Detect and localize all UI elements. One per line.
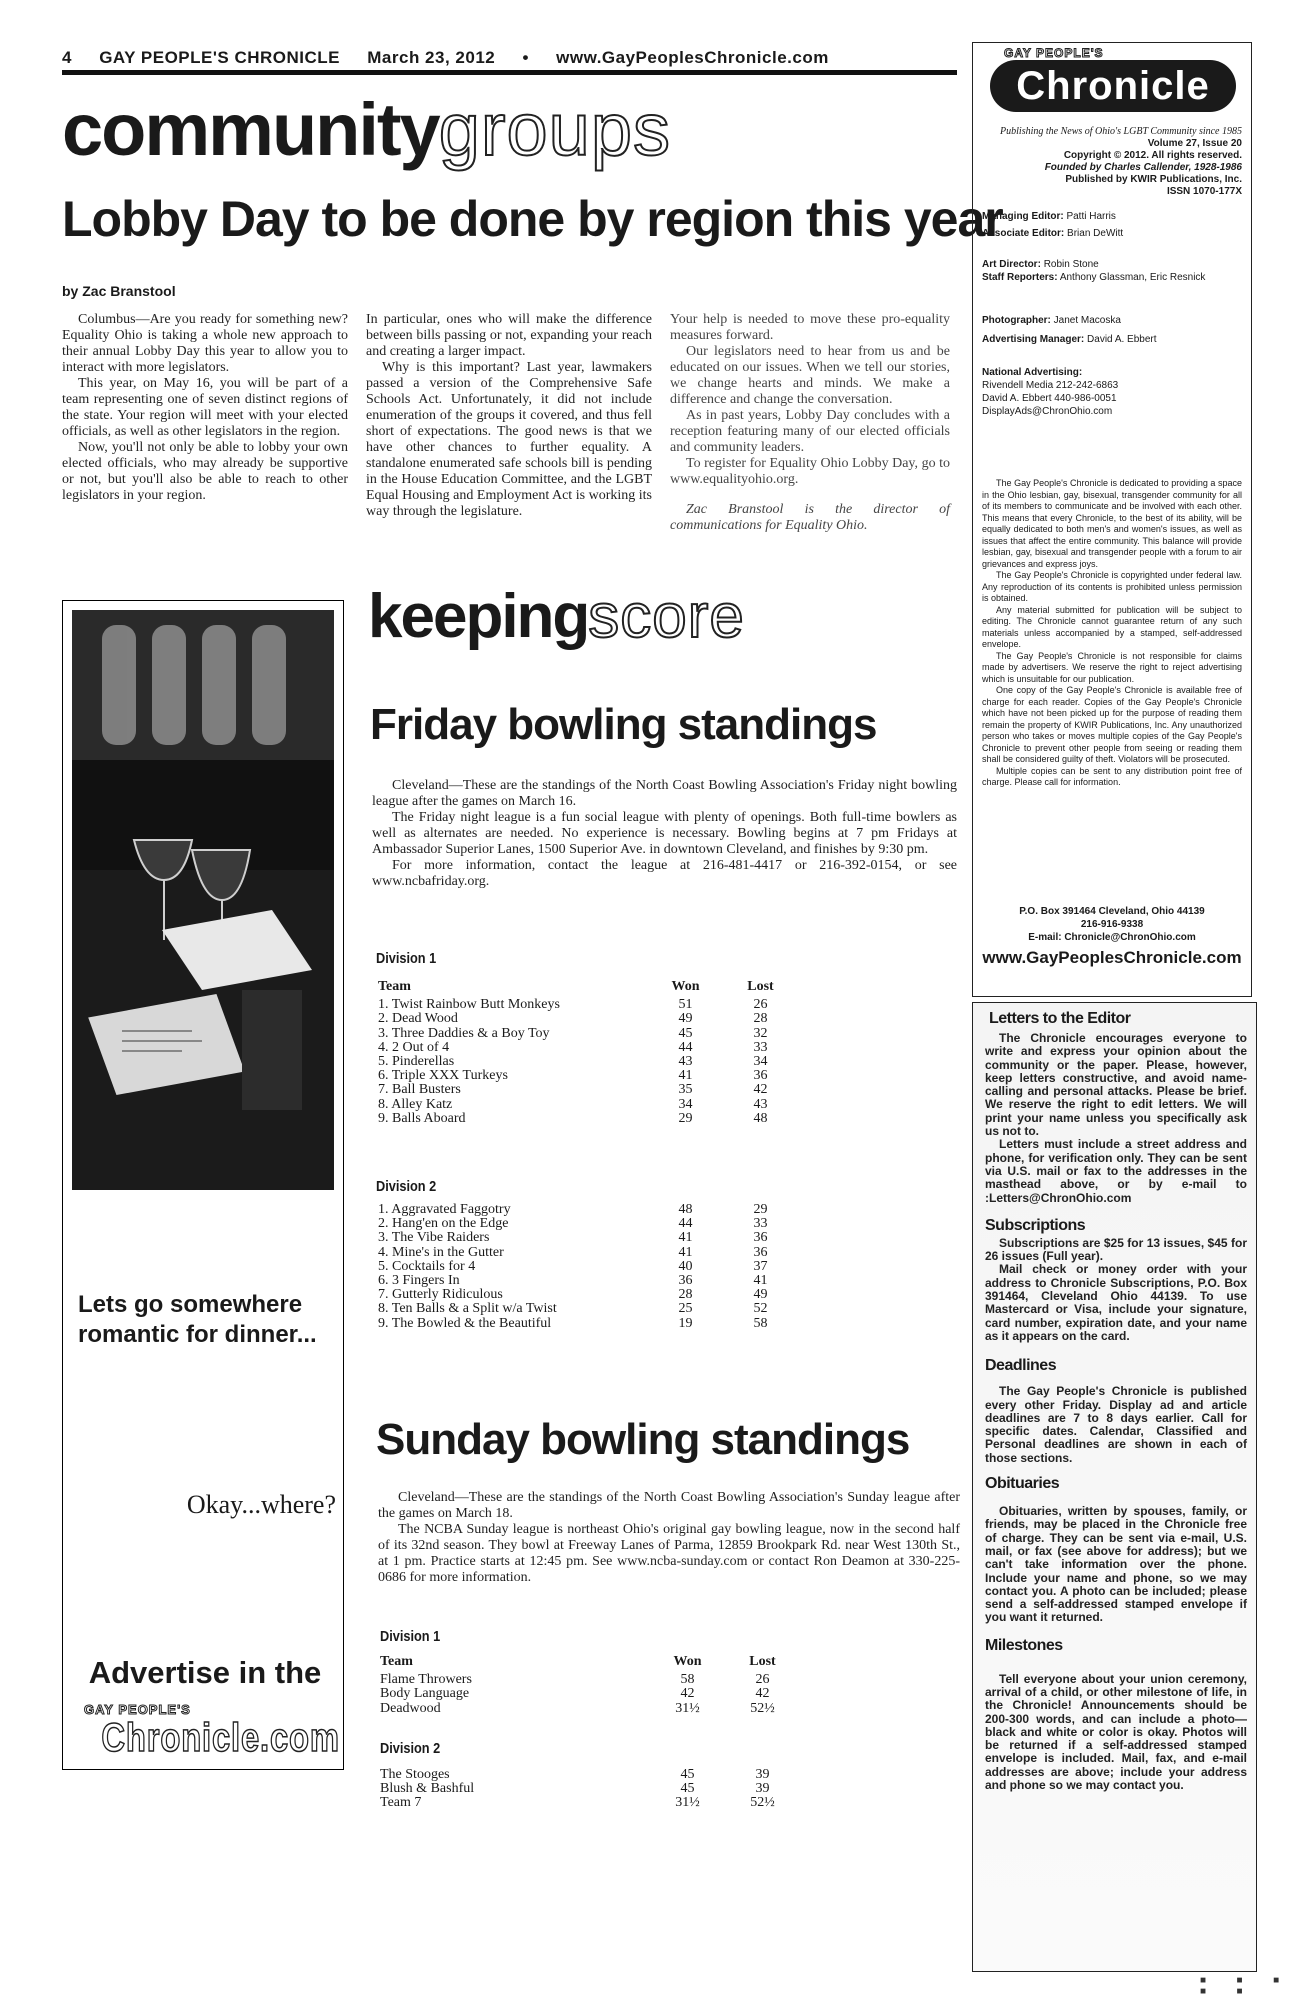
team-cell: 8. Ten Balls & a Split w/a Twist <box>378 1301 557 1317</box>
staff-role: National Advertising: <box>982 367 1083 378</box>
ad-logo-main-text: Chronicle.com <box>101 1716 340 1760</box>
table-row <box>378 1112 798 1126</box>
table-header-row <box>380 1655 800 1673</box>
sunday-division-2-heading: Division 2 <box>380 1740 441 1757</box>
notice-paragraph: The Gay People's Chronicle is published every other Friday. Display ad and article deadlines are 7 to 8 days earlier. Call for specific dates. Calendar, Classified and Personal deadlines are shown in each of those sections. <box>985 1384 1247 1465</box>
masthead-founded: Founded by Charles Callender, 1928-1986 <box>1044 162 1242 173</box>
masthead-issn: ISSN 1070-177X <box>1166 186 1242 197</box>
team-cell: 3. The Vibe Raiders <box>378 1230 490 1246</box>
ad-logo-top-text: GAY PEOPLE'S <box>84 1702 191 1717</box>
staff-name: Brian DeWitt <box>1067 228 1124 239</box>
staff-line <box>982 258 1242 271</box>
table-row <box>378 1246 798 1260</box>
section-title <box>62 88 671 171</box>
lost-cell: 26 <box>755 1672 770 1688</box>
section-title-outline: groups <box>438 88 671 171</box>
friday-title: Friday bowling standings <box>370 700 877 749</box>
friday-division-1-heading: Division 1 <box>376 950 437 967</box>
lost-cell: 28 <box>753 1011 768 1027</box>
notice-paragraph: Subscriptions are $25 for 13 issues, $45 for 26 issues (Full year). <box>985 1235 1247 1264</box>
team-cell: 4. 2 Out of 4 <box>378 1039 450 1055</box>
article-paragraph: Your help is needed to move these pro-equality measures forward. <box>670 312 950 343</box>
lost-cell: 36 <box>753 1244 768 1260</box>
lost-cell: 33 <box>753 1216 768 1232</box>
won-cell: 44 <box>678 1039 693 1055</box>
lost-cell: 42 <box>755 1686 770 1702</box>
table-row <box>378 998 798 1012</box>
header-rule <box>62 70 957 75</box>
lost-cell: 29 <box>753 1202 768 1217</box>
notice-paragraph: Mail check or money order with your address to Chronicle Subscriptions, P.O. Box 391464, Cleveland Ohio 44139. To use Mastercard or Visa, include your signature, card number, expiration date, and your name as it appears on the card. <box>985 1262 1247 1343</box>
ad-reply: Okay...where? <box>186 1490 336 1519</box>
table-row <box>380 1796 800 1810</box>
milestones-text <box>985 1673 1247 1793</box>
table-row <box>378 1302 798 1316</box>
article-paragraph: Now, you'll not only be able to lobby your own elected officials, who may already be supportive or not, but you'll also be able to reach to other legislators in your region. <box>62 440 348 503</box>
won-cell: 43 <box>678 1054 693 1070</box>
won-cell: 41 <box>678 1244 693 1260</box>
staff-name: Janet Macoska <box>1053 315 1121 326</box>
lost-cell: 52½ <box>750 1795 775 1811</box>
staff-role: Art Director: <box>982 259 1041 270</box>
won-cell: 41 <box>678 1068 693 1084</box>
header-url[interactable]: www.GayPeoplesChronicle.com <box>556 48 829 67</box>
table-row <box>378 1012 798 1026</box>
keeping-score-bold: keeping <box>368 582 589 651</box>
lost-cell: 41 <box>753 1273 768 1289</box>
table-row <box>378 1288 798 1302</box>
dinner-photo-image <box>72 610 334 1190</box>
staff-name: Anthony Glassman, Eric Resnick <box>1059 272 1206 283</box>
article-paragraph: As in past years, Lobby Day concludes with a reception featuring many of our elected officials and community leaders. <box>670 408 950 455</box>
team-cell: 1. Twist Rainbow Butt Monkeys <box>378 997 560 1013</box>
team-cell: 7. Ball Busters <box>378 1082 461 1098</box>
won-cell: 51 <box>678 997 693 1013</box>
staff-role: Advertising Manager: <box>982 334 1085 345</box>
ad-call-to-action: Advertise in the <box>88 1655 322 1690</box>
table-row <box>380 1702 800 1716</box>
article-paragraph: This year, on May 16, you will be part of a team representing one of seven distinct regions of the state. Your region will meet with your elected officials, as well as other legislators in the region. <box>62 376 348 439</box>
column-header: Team <box>378 979 411 994</box>
article-column-3 <box>670 312 950 534</box>
team-cell: Team 7 <box>380 1795 422 1811</box>
table-row <box>378 1260 798 1274</box>
lost-cell: 52 <box>753 1301 768 1317</box>
won-cell: 45 <box>678 1025 693 1041</box>
lost-cell: 49 <box>753 1287 768 1303</box>
article-byline: by Zac Branstool <box>62 283 176 299</box>
table-row <box>380 1782 800 1796</box>
team-cell: Flame Throwers <box>380 1672 472 1688</box>
won-cell: 34 <box>678 1096 693 1112</box>
staff-role: Associate Editor: <box>982 228 1065 239</box>
table-row <box>378 1055 798 1069</box>
policy-paragraph: One copy of the Gay People's Chronicle is available free of charge for each reader. Copies of the Gay People's Chronicle which have not been picked up for the purpose of reading them remain the property of KWIR Publications, Inc. Any unauthorized person who takes or moves multiple copies of the Gay People's Chronicle to prevent other people from seeing or reading them shall be considered guilty of theft. Violators will be prosecuted. <box>982 685 1242 764</box>
lost-cell: 52½ <box>750 1700 775 1716</box>
won-cell: 45 <box>680 1767 695 1782</box>
table-row <box>380 1687 800 1701</box>
registration-marks: ■ ■ ■ ■ ■ <box>1200 1975 1294 1997</box>
letters-heading: Letters to the Editor <box>989 1010 1131 1027</box>
team-cell: 5. Cocktails for 4 <box>378 1258 476 1274</box>
table-row <box>378 1274 798 1288</box>
sunday-title: Sunday bowling standings <box>376 1415 910 1464</box>
staff-name: Patti Harris <box>1066 211 1116 222</box>
table-row <box>378 1231 798 1245</box>
table-row <box>378 1069 798 1083</box>
obituaries-heading: Obituaries <box>985 1475 1060 1493</box>
obituaries-text <box>985 1505 1247 1625</box>
friday-intro <box>372 778 957 890</box>
team-cell: Blush & Bashful <box>380 1781 475 1797</box>
table-row <box>378 1317 798 1331</box>
notice-paragraph: Obituaries, written by spouses, family, or friends, may be placed in the Chronicle free of charge. They can be sent via e-mail, U.S. mail, or fax (see above for address); but we can't take information over the phone. Include your name and phone, so we may contact you. A photo can be included; please send a self-addressed stamped envelope if you want it returned. <box>985 1504 1247 1625</box>
author-tagline: Zac Branstool is the director of communications for Equality Ohio. <box>670 502 950 533</box>
section-title-bold: community <box>62 88 439 171</box>
friday-intro-paragraph: For more information, contact the league at 216-481-4417 or 216-392-0154, or see www.ncbafriday.org. <box>372 858 957 889</box>
letters-text <box>985 1032 1247 1205</box>
article-paragraph: Why is this important? Last year, lawmakers passed a version of the Comprehensive Safe Schools Act. Unfortunately, it did not include enumeration of the groups it covered, and thus fell short of expectations. The good news is that we have other chances to further equality. A standalone enumerated safe schools bill is pending in the House Education Committee, and the LGBT Equal Housing and Employment Act is working its way through the legislature. <box>366 360 652 519</box>
staff-line <box>982 271 1242 284</box>
keeping-score-title <box>368 582 745 652</box>
won-cell: 44 <box>678 1216 693 1232</box>
sunday-intro-paragraph: The NCBA Sunday league is northeast Ohio's original gay bowling league, now in the second half of its 32nd season. They bowl at Freeway Lanes of Parma, 12859 Brookpark Rd. near West 130th St., at 1 pm. Practice starts at 12:45 pm. See www.ncba-sunday.com or contact Ron Deamon at 330-225-0686 for more information. <box>378 1522 960 1585</box>
team-cell: 9. The Bowled & the Beautiful <box>378 1315 552 1331</box>
lost-cell: 58 <box>753 1315 768 1331</box>
team-cell: 4. Mine's in the Gutter <box>378 1244 504 1260</box>
page-number: 4 <box>62 48 72 67</box>
masthead-logo-top-text: GAY PEOPLE'S <box>1004 46 1104 60</box>
staff-name: David A. Ebbert <box>1087 334 1157 345</box>
masthead-publisher: Published by KWIR Publications, Inc. <box>1065 174 1242 185</box>
staff-line <box>982 210 1242 223</box>
article-column-2 <box>366 312 652 520</box>
sunday-division-1-table <box>380 1655 800 1716</box>
subscriptions-heading: Subscriptions <box>985 1216 1086 1234</box>
policy-paragraph: The Gay People's Chronicle is dedicated to providing a space in the Ohio lesbian, gay, bisexual, transgender community for all of its members to communicate and be involved with each other. This means that every Chronicle, to the best of its ability, will be equally dedicated to both men's and women's issues, as well as issues that affect the entire community. This balance will provide lesbian, gay, bisexual and transgender people with a forum to air grievances and express joys. <box>982 478 1242 569</box>
masthead-staff <box>982 210 1242 418</box>
policy-paragraph: Any material submitted for publication will be subject to editing. The Chronicle cannot guarantee return of any such materials unless accompanied by a stamped, self-addressed envelope. <box>982 604 1242 649</box>
won-cell: 40 <box>678 1258 693 1274</box>
column-header: Won <box>673 1654 702 1669</box>
won-cell: 19 <box>678 1315 693 1331</box>
lost-cell: 43 <box>753 1096 768 1112</box>
lost-cell: 34 <box>753 1054 768 1070</box>
masthead-info <box>982 126 1242 198</box>
masthead-phone: 216-916-9338 <box>1080 919 1144 930</box>
lost-cell: 37 <box>753 1258 768 1274</box>
lost-cell: 32 <box>753 1025 768 1041</box>
team-cell: 8. Alley Katz <box>378 1096 453 1112</box>
team-cell: 5. Pinderellas <box>378 1054 455 1070</box>
sunday-intro-paragraph: Cleveland—These are the standings of the North Coast Bowling Association's Sunday league after the games on March 18. <box>378 1490 960 1521</box>
lost-cell: 26 <box>753 997 768 1013</box>
table-row <box>378 1203 798 1217</box>
keeping-score-outline: score <box>588 582 745 651</box>
masthead-volume: Volume 27, Issue 20 <box>1147 138 1242 149</box>
sunday-intro <box>378 1490 960 1586</box>
team-cell: 7. Gutterly Ridiculous <box>378 1287 503 1303</box>
won-cell: 29 <box>678 1110 693 1126</box>
sunday-division-2-table <box>380 1768 800 1811</box>
masthead-url[interactable]: www.GayPeoplesChronicle.com <box>982 948 1242 967</box>
masthead-logo-main-text: Chronicle <box>1016 64 1210 108</box>
lost-cell: 48 <box>753 1110 768 1126</box>
notice-paragraph: Letters must include a street address and phone, for verification only. They can be sent via U.S. mail or fax to the addresses in the masthead above, or by e-mail to :Letters@ChronOhio.com <box>985 1137 1247 1205</box>
won-cell: 45 <box>680 1781 695 1797</box>
notices-content <box>985 1010 1247 1792</box>
won-cell: 42 <box>680 1686 695 1702</box>
lost-cell: 42 <box>753 1082 768 1098</box>
masthead-address: P.O. Box 391464 Cleveland, Ohio 44139 <box>1019 906 1205 917</box>
won-cell: 41 <box>678 1230 693 1246</box>
masthead-policy <box>982 478 1242 789</box>
column-header: Team <box>380 1654 413 1669</box>
article-paragraph: Our legislators need to hear from us and be educated on our issues. When we tell our stories, we change hearts and minds. We make a difference and change the conversation. <box>670 344 950 407</box>
table-header-row <box>378 980 798 998</box>
staff-role: Photographer: <box>982 315 1051 326</box>
friday-intro-paragraph: Cleveland—These are the standings of the North Coast Bowling Association's Friday night bowling league after the games on March 16. <box>372 778 957 809</box>
friday-division-1-table <box>378 980 798 1126</box>
column-header: Won <box>671 979 700 994</box>
paper-name: GAY PEOPLE'S CHRONICLE <box>99 48 341 67</box>
article-paragraph: In particular, ones who will make the difference between bills passing or not, expanding your reach and creating a larger impact. <box>366 312 652 359</box>
notice-paragraph: The Chronicle encourages everyone to write and express your opinion about the community or the paper. Please, however, keep letters constructive, and avoid name-calling and personal attacks. Please be brief. We reserve the right to edit letters. We will print your name unless you specifically ask us not to. <box>985 1031 1247 1139</box>
masthead-copyright: Copyright © 2012. All rights reserved. <box>1063 150 1242 161</box>
policy-paragraph: The Gay People's Chronicle is not responsible for claims made by advertisers. We reserve the right to reject advertising which is unsuitable for our publication. <box>982 650 1242 684</box>
masthead-tagline: Publishing the News of Ohio's LGBT Community since 1985 <box>1000 126 1242 137</box>
table-row <box>378 1083 798 1097</box>
won-cell: 36 <box>678 1273 693 1289</box>
staff-line <box>982 314 1242 327</box>
staff-line <box>982 333 1242 346</box>
team-cell: The Stooges <box>380 1767 450 1782</box>
lost-cell: 39 <box>755 1781 770 1797</box>
masthead-email[interactable]: E-mail: Chronicle@ChronOhio.com <box>1028 932 1196 943</box>
chronicle-logo <box>982 46 1244 120</box>
won-cell: 35 <box>678 1082 693 1098</box>
team-cell: 6. Triple XXX Turkeys <box>378 1068 508 1084</box>
ad-headline: Lets go somewhere romantic for dinner... <box>78 1291 317 1348</box>
column-header: Lost <box>749 1654 776 1669</box>
team-cell: 1. Aggravated Faggotry <box>378 1202 511 1217</box>
masthead-contact <box>982 905 1242 944</box>
issue-date: March 23, 2012 <box>367 48 496 67</box>
won-cell: 31½ <box>675 1795 700 1811</box>
table-row <box>378 1027 798 1041</box>
deadlines-heading: Deadlines <box>985 1357 1057 1375</box>
national-ad-line: Rivendell Media 212-242-6863 <box>982 380 1119 391</box>
dinner-photo <box>72 610 334 1190</box>
national-ad-email[interactable]: DisplayAds@ChronOhio.com <box>982 406 1113 417</box>
won-cell: 49 <box>678 1011 693 1027</box>
sunday-division-1-heading: Division 1 <box>380 1628 441 1645</box>
table-row <box>380 1673 800 1687</box>
won-cell: 28 <box>678 1287 693 1303</box>
article-column-1 <box>62 312 348 504</box>
won-cell: 31½ <box>675 1700 700 1716</box>
team-cell: 3. Three Daddies & a Boy Toy <box>378 1025 550 1041</box>
won-cell: 58 <box>680 1672 695 1688</box>
article-paragraph: Columbus—Are you ready for something new? Equality Ohio is taking a whole new approach to their annual Lobby Day this year to allow you to interact with more legislators. <box>62 312 348 375</box>
policy-paragraph: The Gay People's Chronicle is copyrighted under federal law. Any reproduction of its contents is prohibited unless permission is obtained. <box>982 570 1242 603</box>
won-cell: 48 <box>678 1202 693 1217</box>
team-cell: 9. Balls Aboard <box>378 1110 466 1126</box>
lost-cell: 39 <box>755 1767 770 1782</box>
friday-division-2-table <box>378 1203 798 1331</box>
article-paragraph: To register for Equality Ohio Lobby Day, go to www.equalityohio.org. <box>670 456 950 487</box>
deadlines-text <box>985 1385 1247 1465</box>
team-cell: 6. 3 Fingers In <box>378 1273 460 1289</box>
column-header: Lost <box>747 979 774 994</box>
staff-role: Managing Editor: <box>982 211 1064 222</box>
friday-intro-paragraph: The Friday night league is a fun social league with plenty of openings. Both full-time bowlers as well as alternates are needed. No experience is necessary. Bowling begins at 7 pm Fridays at Ambassador Superior Lanes, 1500 Superior Ave. in downtown Cleveland, and finishes by 9:30 pm. <box>372 810 957 857</box>
team-cell: Body Language <box>380 1686 470 1702</box>
staff-line <box>982 366 1242 379</box>
subscriptions-text <box>985 1237 1247 1343</box>
lost-cell: 36 <box>753 1068 768 1084</box>
staff-name: Robin Stone <box>1043 259 1099 270</box>
table-row <box>378 1041 798 1055</box>
table-row <box>378 1217 798 1231</box>
staff-line <box>982 227 1242 240</box>
table-row <box>380 1768 800 1782</box>
header-bullet: • <box>522 48 529 67</box>
won-cell: 25 <box>678 1301 693 1317</box>
chronicle-com-logo[interactable] <box>78 1702 340 1770</box>
lost-cell: 36 <box>753 1230 768 1246</box>
policy-paragraph: Multiple copies can be sent to any distribution point free of charge. Please call for information. <box>982 765 1242 787</box>
team-cell: Deadwood <box>380 1700 441 1716</box>
friday-division-2-heading: Division 2 <box>376 1178 437 1195</box>
team-cell: 2. Dead Wood <box>378 1011 458 1027</box>
lost-cell: 33 <box>753 1039 768 1055</box>
notice-paragraph: Tell everyone about your union ceremony, arrival of a child, or other milestone of life, in the Chronicle! Announcements should be 200-300 words, and can include a photo—black and white or color is okay. Photos will be returned if a self-addressed stamped envelope is included. Mail, fax, and e-mail addresses are above; include your address and phone so we may contact you. <box>985 1671 1247 1793</box>
table-row <box>378 1098 798 1112</box>
milestones-heading: Milestones <box>985 1636 1063 1654</box>
national-ad-line: David A. Ebbert 440-986-0051 <box>982 393 1117 404</box>
article-headline: Lobby Day to be done by region this year <box>62 191 1003 247</box>
team-cell: 2. Hang'en on the Edge <box>378 1216 509 1232</box>
staff-role: Staff Reporters: <box>982 272 1058 283</box>
